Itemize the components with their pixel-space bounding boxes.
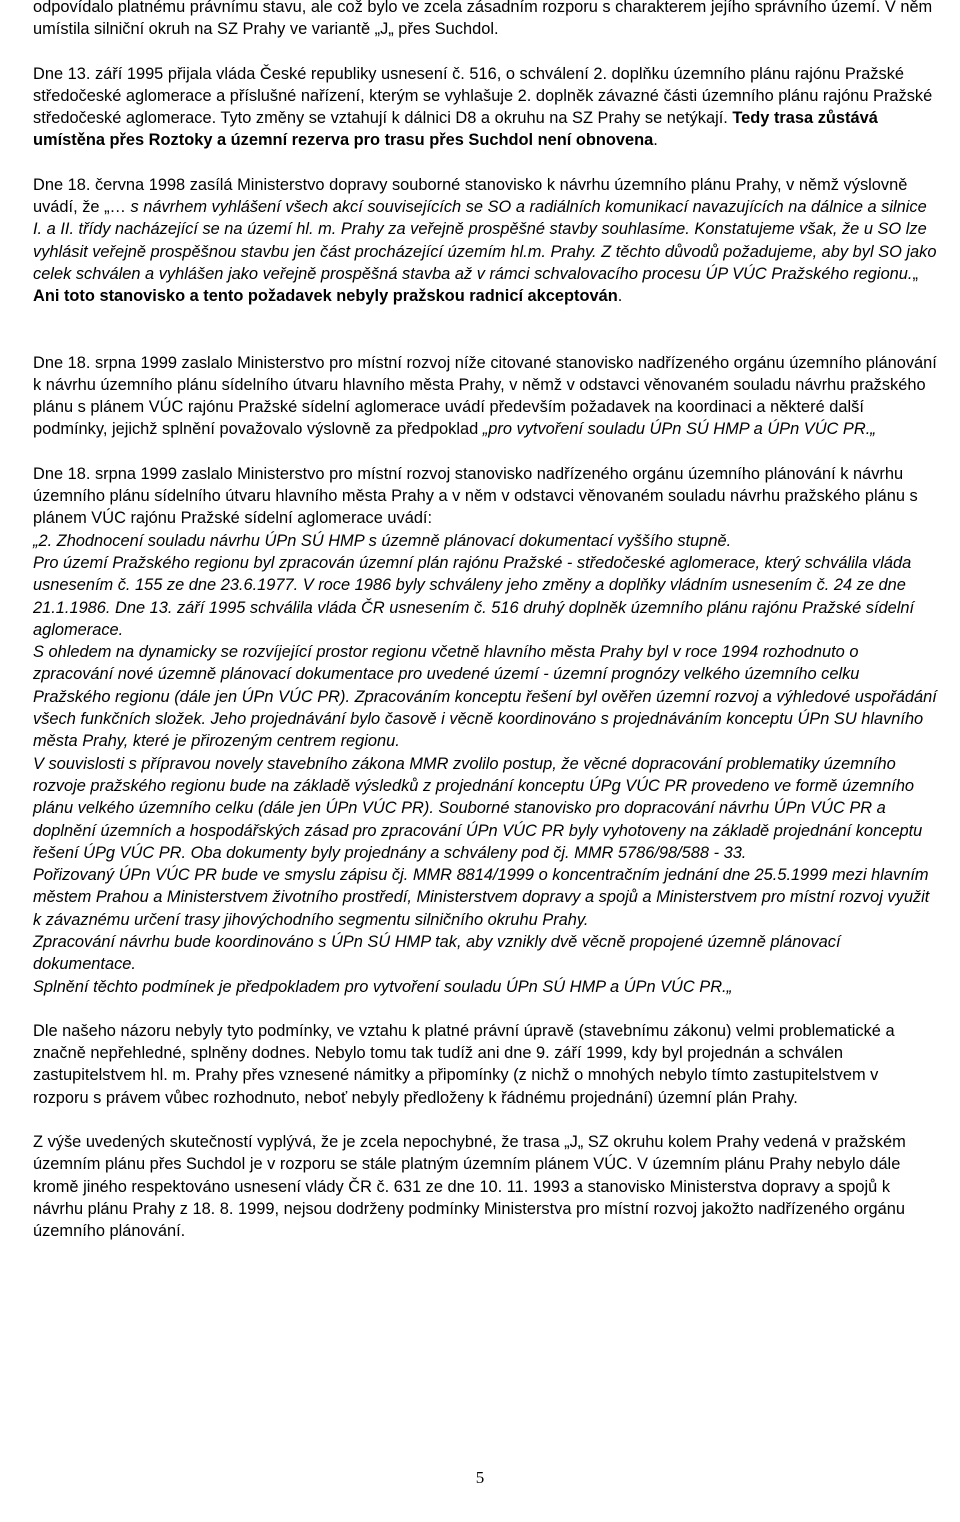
paragraph-1998-ministry-opinion	[33, 174, 938, 308]
p-1995-span-1: závazné části územního plánu rajónu Pražské středočeské aglomerace. Tyto změny se vztahují k dálnici D8 a okruhu na SZ Prahy se netýkají.	[33, 86, 933, 128]
page-number: 5	[475, 1468, 485, 1487]
p-intro-span-0: odpovídalo platnému právnímu stavu, ale což bylo ve zcela zásadním rozporu s charakterem jejího správního území. V něm umístila silniční okruh na SZ Prahy ve variantě „J„ přes Suchdol.	[33, 0, 933, 39]
p-1998-span-1: s návrhem vyhlášení všech akcí souvisejících se SO a radiálních komunikací navazujících na dálnice a silnice I. a II. třídy nacházející se na území hl. m. Prahy za veřejně prospěšné stavby souhlasíme. Konstatujeme však, že u SO lze vyhlásit veřejně prospěšnou stavbu jen část procházející územím hl.m. Prahy. Z těchto důvodů požadujeme, aby byl SO jako celek schválen a vyhlášen jako veřejně prospěšná stavba až v rámci schvalovacího procesu ÚP VÚC Pražského regionu.	[33, 198, 937, 283]
paragraph-our-opinion	[33, 1020, 938, 1109]
p-1999a-span-1: „pro vytvoření souladu ÚPn SÚ HMP a ÚPn VÚC PR.„	[482, 420, 876, 439]
p-1998-span-2: „	[912, 264, 918, 283]
paragraph-1999-ministry-quote	[33, 463, 938, 998]
p-1995-span-0: Dne 13. září 1995 přijala vláda České republiky usnesení č. 516, o schválení 2. doplňku územního plánu rajónu Pražské středočeské aglomerace a příslušné nařízení, kterým se vyhlašuje 2. doplněk	[33, 64, 905, 105]
p-conclusion-span-0: Z výše uvedených skutečností vyplývá, že je zcela nepochybné, že trasa „J„ SZ okruhu kolem Prahy vedená v pražském územním plánu přes Suchdol je v rozporu se stále platným územním plánem VÚC. V územním plánu Prahy nebylo dále kromě jiného respektováno usnesení vlády ČR č. 631 ze dne 10. 11. 1993 a stanovisko Ministerstva dopravy a spojů k návrhu plánu Prahy z 18. 8. 1999, nejsou dodrženy podmínky Ministerstva pro místní rozvoj jakožto nadřízeného orgánu územního plánování.	[33, 1133, 906, 1241]
p-1995-span-3: .	[653, 131, 658, 150]
paragraph-1995-resolution	[33, 63, 938, 152]
p-1999a-span-0: Dne 18. srpna 1999 zaslalo Ministerstvo pro místní rozvoj níže citované stanovisko nadřízeného orgánu územního plánování k návrhu územního plánu sídelního útvaru hlavního města Prahy, v němž v odstavci věnovaném souladu návrhu pražského plánu s plánem VÚC rajónu Pražské sídelní aglomerace uvádí především požadavek na koordinaci a některé další podmínky, jejichž splnění považovalo výslovně za předpoklad	[33, 353, 937, 439]
p-1998-span-0: Dne 18. června 1998 zasílá Ministerstvo dopravy souborné stanovisko k návrhu územního plánu Prahy, v němž výslovně uvádí, že „…	[33, 175, 908, 217]
p-1999b-span-0: Dne 18. srpna 1999 zaslalo Ministerstvo pro místní rozvoj stanovisko nadřízeného orgánu územního plánování k návrhu územního plánu sídelního útvaru hlavního města Prahy a v něm v odstavci věnovaném souladu návrhu pražského plánu s plánem VÚC rajónu Pražské sídelní aglomerace uvádí:	[33, 464, 918, 528]
p-1998-span-4: .	[617, 287, 623, 306]
paragraph-1999-ministry-statement	[33, 352, 938, 441]
p-1999b-span-1: „2. Zhodnocení souladu návrhu ÚPn SÚ HMP s územně plánovací dokumentací vyššího stupně. Pro území Pražského regionu byl zpracován územní plán rajónu Pražské - středočeské aglomerace, který schválila vláda usnesením č. 155 ze dne 23.6.1977. V roce 1986 byly schváleny jeho změny a doplňky vládním usnesením č. 24 ze dne 21.1.1986. Dne 13. září 1995 schválila vláda ČR usnesením č. 516 druhý doplněk územního plánu rajónu Pražské sídelní aglomerace. S ohledem na dynamicky se rozvíjející prostor regionu včetně hlavního města Prahy byl v roce 1994 rozhodnuto o zpracování nové územně plánovací dokumentace pro uvedené území - územní prognózy velkého územního celku Pražského regionu (dále jen ÚPn VÚC PR). Zpracováním konceptu řešení byl ověřen územní rozvoj a výhledové uspořádání všech funkčních složek. Jeho projednávání bylo časově i věcně koordinováno s projednáváním konceptu ÚPn SU hlavního města Prahy, které je přirozeným centrem regionu. V souvislosti s přípravou novely stavebního zákona MMR zvolilo postup, že věcné dopracování problematiky územního rozvoje pražského regionu bude na základě výsledků z projednání konceptu ÚPg VÚC PR provedeno ve formě územního plánu velkého územního celku (dále jen ÚPn VÚC PR). Souborné stanovisko pro dopracování návrhu ÚPn VÚC PR a doplnění územních a hospodářských zásad pro zpracování ÚPn VÚC PR byly vyhotoveny na základě projednání konceptu řešení ÚPg VÚC PR. Oba dokumenty byly projednány a schváleny pod čj. MMR 5786/98/588 - 33. Pořizovaný ÚPn VÚC PR bude ve smyslu zápisu čj. MMR 8814/1999 o koncentračním jednání dne 25.5.1999 mezi hlavním městem Prahou a Ministerstvem životního prostředí, Ministerstvem dopravy a spojů a Ministerstvem pro místní rozvoj využit k závaznému určení trasy jihovýchodního segmentu silničního okruhu Prahy. Zpracování návrhu bude koordinováno s ÚPn SÚ HMP tak, aby vznikly dvě věcně propojené územně plánovací dokumentace. Splnění těchto podmínek je předpokladem pro vytvoření souladu ÚPn SÚ HMP a ÚPn VÚC PR.„	[33, 531, 937, 996]
p-opinion-span-0: Dle našeho názoru nebyly tyto podmínky, ve vztahu k platné právní úpravě (stavebnímu zákonu) velmi problematické a značně nepřehledné, splněny dodnes. Nebylo tomu tak tudíž ani dne 9. září 1999, kdy byl projednán a schválen zastupitelstvem hl. m. Prahy přes vznesené námitky a připomínky (z nichž o mnohých nebylo tímto zastupitelstvem v rozporu s právem vůbec rozhodnuto, neboť nebyly předloženy k řádnému projednání) územní plán Prahy.	[33, 1021, 895, 1107]
paragraph-conclusion	[33, 1131, 938, 1242]
p-1995-span-2: Tedy trasa zůstává umístěna přes Roztoky a územní rezerva pro trasu přes Suchdol není obnovena	[33, 109, 878, 150]
p-1998-span-3: Ani toto stanovisko a tento požadavek nebyly pražskou radnicí akceptován	[33, 287, 618, 306]
paragraph-intro	[33, 0, 938, 41]
